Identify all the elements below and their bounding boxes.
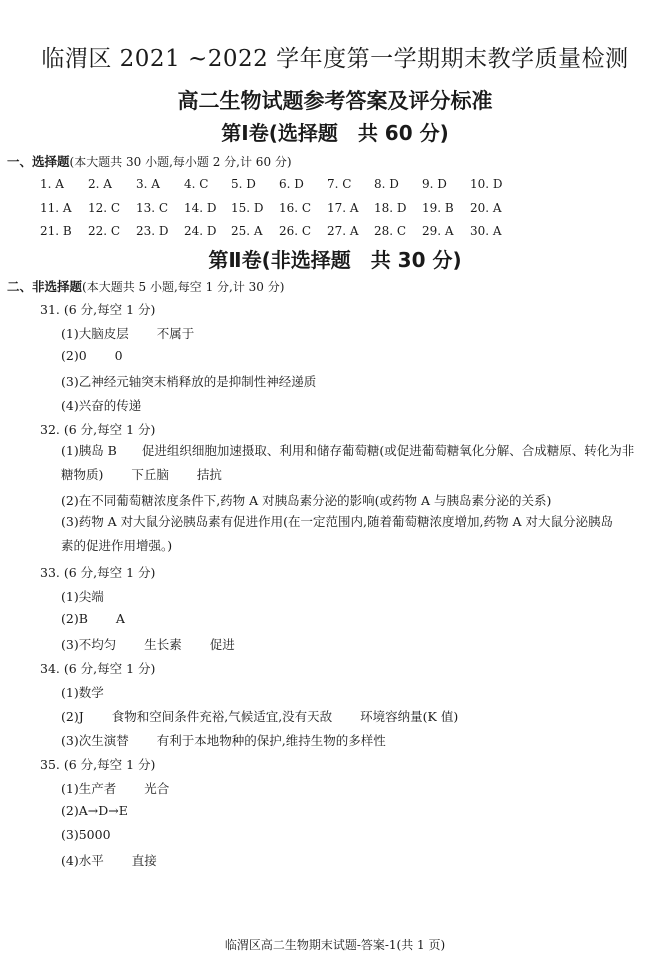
- q35-answer-1: [61, 779, 169, 797]
- q33-answer-3: [61, 635, 235, 653]
- answer-blank: 环境容纳量(K 值): [360, 709, 459, 724]
- q34-answer-2: [61, 707, 458, 725]
- mc-answer: 19. B: [422, 201, 454, 215]
- mc-answer: 17. A: [327, 201, 359, 215]
- q35-answer-3: (3)5000: [61, 827, 111, 842]
- mc-answer: 27. A: [327, 224, 359, 238]
- q31-answer-1: [61, 324, 194, 342]
- q34-answer-3: [61, 731, 386, 749]
- q35-answer-4: [61, 851, 157, 869]
- page-title: 临渭区 2021 ~2022 学年度第一学期期末教学质量检测: [41, 46, 629, 72]
- q35-answer-2: (2)A→D→E: [61, 803, 128, 818]
- q32-answer-1: [61, 439, 661, 487]
- mc-answer: 1. A: [40, 177, 64, 191]
- q33-answer-1: (1)尖端: [61, 589, 104, 604]
- answer-blank: 糖物质): [61, 467, 104, 482]
- answer-blank: 光合: [144, 781, 170, 796]
- part1-section-heading: [7, 152, 292, 170]
- answer-blank: 食物和空间条件充裕,气候适宜,没有天敌: [111, 709, 333, 724]
- answer-blank: 0: [114, 348, 123, 363]
- mc-answer: 15. D: [231, 201, 264, 215]
- part1-section-note: (本大题共 30 小题,每小题 2 分,计 60 分): [69, 155, 292, 169]
- mc-answer: 12. C: [88, 201, 121, 215]
- mc-answer: 22. C: [88, 224, 121, 238]
- answer-blank: 促进: [209, 637, 235, 652]
- mc-answer: 8. D: [374, 177, 399, 191]
- mc-answer: 16. C: [279, 201, 312, 215]
- mc-answer: 30. A: [470, 224, 502, 238]
- answer-line: 素的促进作用增强。): [61, 538, 173, 553]
- mc-answer: 2. A: [88, 177, 112, 191]
- page-footer: 临渭区高二生物期末试题-答案-1(共 1 页): [224, 938, 446, 952]
- q33-answer-2: [61, 611, 125, 626]
- answer-blank: 生长素: [144, 637, 182, 652]
- answer-blank: (1)大脑皮层: [61, 326, 129, 341]
- q32-answer-3: [61, 510, 661, 558]
- mc-answer-row: [40, 177, 540, 193]
- q32-answer-2: (2)在不同葡萄糖浓度条件下,药物 A 对胰岛素分泌的影响(或药物 A 与胰岛素分泌的关系): [61, 493, 552, 508]
- mc-answer-row: [40, 224, 540, 240]
- answer-blank: 直接: [131, 853, 157, 868]
- mc-answer: 28. C: [374, 224, 407, 238]
- mc-answer: 20. A: [470, 201, 502, 215]
- answer-blank: (2)B: [61, 611, 88, 626]
- mc-answer: 29. A: [422, 224, 454, 238]
- question-31-heading: 31. (6 分,每空 1 分): [40, 302, 156, 317]
- answer-blank: (3)次生演替: [61, 733, 129, 748]
- part1-section-label: 一、选择题: [7, 154, 70, 169]
- mc-answer: 6. D: [279, 177, 304, 191]
- mc-answer: 4. C: [184, 177, 209, 191]
- question-32-heading: 32. (6 分,每空 1 分): [40, 422, 156, 437]
- mc-answer: 14. D: [184, 201, 217, 215]
- mc-answer: 18. D: [374, 201, 407, 215]
- mc-answer: 25. A: [231, 224, 263, 238]
- part2-section-label: 二、非选择题: [7, 279, 83, 294]
- answer-blank: 下丘脑: [131, 467, 169, 482]
- answer-blank: (1)生产者: [61, 781, 117, 796]
- mc-answer: 10. D: [470, 177, 503, 191]
- answer-line: (1)胰岛 B 促进组织细胞加速摄取、利用和储存葡萄糖(或促进葡萄糖氧化分解、合成糖原、转化为非: [61, 443, 635, 458]
- answer-blank: A: [115, 611, 125, 626]
- part1-title: 第Ⅰ卷(选择题 共 60 分): [221, 121, 449, 145]
- mc-answer: 13. C: [136, 201, 169, 215]
- answer-blank: (4)水平: [61, 853, 104, 868]
- mc-answer: 3. A: [136, 177, 160, 191]
- page-subtitle: 高二生物试题参考答案及评分标准: [177, 89, 493, 113]
- answer-blank: 拮抗: [196, 467, 222, 482]
- answer-line: (3)药物 A 对大鼠分泌胰岛素有促进作用(在一定范围内,随着葡萄糖浓度增加,药物 A 对大鼠分泌胰岛: [61, 514, 613, 529]
- question-33-heading: 33. (6 分,每空 1 分): [40, 565, 156, 580]
- answer-blank: (2)J: [61, 709, 84, 724]
- answer-blank: 有利于本地物种的保护,维持生物的多样性: [156, 733, 386, 748]
- answer-blank: (2)0: [61, 348, 87, 363]
- mc-answer-row: [40, 201, 540, 217]
- mc-answer: 7. C: [327, 177, 352, 191]
- part2-section-note: (本大题共 5 小题,每空 1 分,计 30 分): [82, 280, 285, 294]
- q31-answer-2: [61, 348, 123, 363]
- answer-blank: 不属于: [156, 326, 195, 341]
- q31-answer-4: (4)兴奋的传递: [61, 398, 142, 413]
- mc-answer: 9. D: [422, 177, 447, 191]
- part2-title: 第Ⅱ卷(非选择题 共 30 分): [208, 248, 462, 272]
- mc-answer: 11. A: [40, 201, 72, 215]
- mc-answer: 5. D: [231, 177, 256, 191]
- q34-answer-1: (1)数学: [61, 685, 104, 700]
- mc-answer: 21. B: [40, 224, 72, 238]
- answer-blank: (3)不均匀: [61, 637, 117, 652]
- mc-answer: 26. C: [279, 224, 312, 238]
- question-35-heading: 35. (6 分,每空 1 分): [40, 757, 156, 772]
- mc-answer: 23. D: [136, 224, 169, 238]
- mc-answer: 24. D: [184, 224, 217, 238]
- q31-answer-3: (3)乙神经元轴突末梢释放的是抑制性神经递质: [61, 374, 317, 389]
- question-34-heading: 34. (6 分,每空 1 分): [40, 661, 156, 676]
- part2-section-heading: [7, 277, 284, 295]
- answer-line: [61, 463, 661, 487]
